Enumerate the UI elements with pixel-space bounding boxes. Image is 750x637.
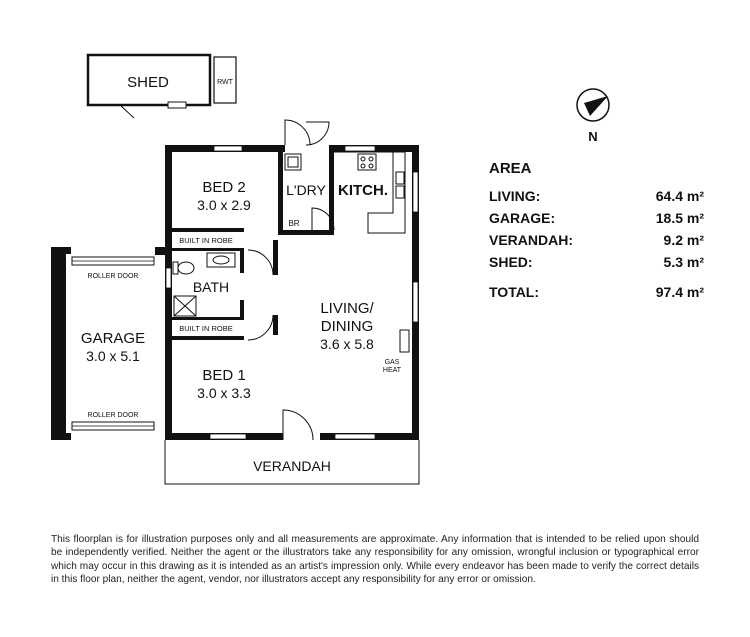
area-row-garage [489, 207, 704, 229]
roller-door-bottom-label: ROLLER DOOR [87, 412, 139, 419]
living-label-line1: LIVING/ [320, 300, 374, 317]
living-label-line2: DINING [320, 318, 374, 335]
robe-bottom-label: BUILT IN ROBE [179, 324, 233, 333]
br-label: BR [288, 219, 300, 228]
area-row-value: 9.2 m² [663, 232, 704, 248]
verandah-label: VERANDAH [253, 458, 331, 474]
area-row-label: SHED: [489, 254, 533, 270]
shed-label: SHED [127, 74, 169, 91]
area-row-verandah [489, 229, 704, 251]
living-size: 3.6 x 5.8 [320, 336, 374, 352]
area-row-total [489, 281, 704, 303]
bath-label: BATH [192, 279, 230, 295]
area-row-value: 64.4 m² [655, 188, 704, 204]
roller-door-top-label: ROLLER DOOR [87, 273, 139, 280]
kitchen-label: KITCH. [338, 182, 388, 199]
area-summary [489, 160, 704, 303]
garage-label: GARAGE [80, 330, 146, 347]
robe-top-label: BUILT IN ROBE [179, 236, 233, 245]
area-row-value: 18.5 m² [655, 210, 704, 226]
area-row-shed [489, 251, 704, 273]
north-label: N [588, 129, 598, 144]
area-row-label: GARAGE: [489, 210, 556, 226]
doors [248, 120, 334, 440]
bed1-label: BED 1 [202, 367, 246, 384]
north-arrow-icon [577, 89, 609, 121]
area-row-label: VERANDAH: [489, 232, 573, 248]
bed2-size: 3.0 x 2.9 [197, 197, 251, 213]
bed2-label: BED 2 [202, 179, 246, 196]
bed1-size: 3.0 x 3.3 [197, 385, 251, 401]
area-total-value: 97.4 m² [655, 284, 704, 300]
rwt-label: RWT [217, 79, 233, 86]
area-row-living [489, 185, 704, 207]
gas-heat-line2: HEAT [382, 367, 402, 374]
area-title: AREA [489, 160, 532, 177]
laundry-label: L'DRY [286, 182, 326, 198]
gas-heat-line1: GAS [384, 359, 400, 366]
area-total-label: TOTAL: [489, 284, 540, 300]
area-row-value: 5.3 m² [663, 254, 704, 270]
area-row-label: LIVING: [489, 188, 541, 204]
garage-size: 3.0 x 5.1 [86, 348, 140, 364]
disclaimer-text: This floorplan is for illustration purposes only and all measurements are approximate. Any information that is intended to be relied upon should be independently verified. Neither the agent or the illustrators take any responsibility for any omission, wrongful inclusion or typographical error which may occur in this drawing as it is intended as an artist's impression only. While every endeavor has been made to verify the correct details in this floor plan, neither the agent, vendor, nor illustrators accept any responsibility for any error or omission. [51, 534, 699, 585]
